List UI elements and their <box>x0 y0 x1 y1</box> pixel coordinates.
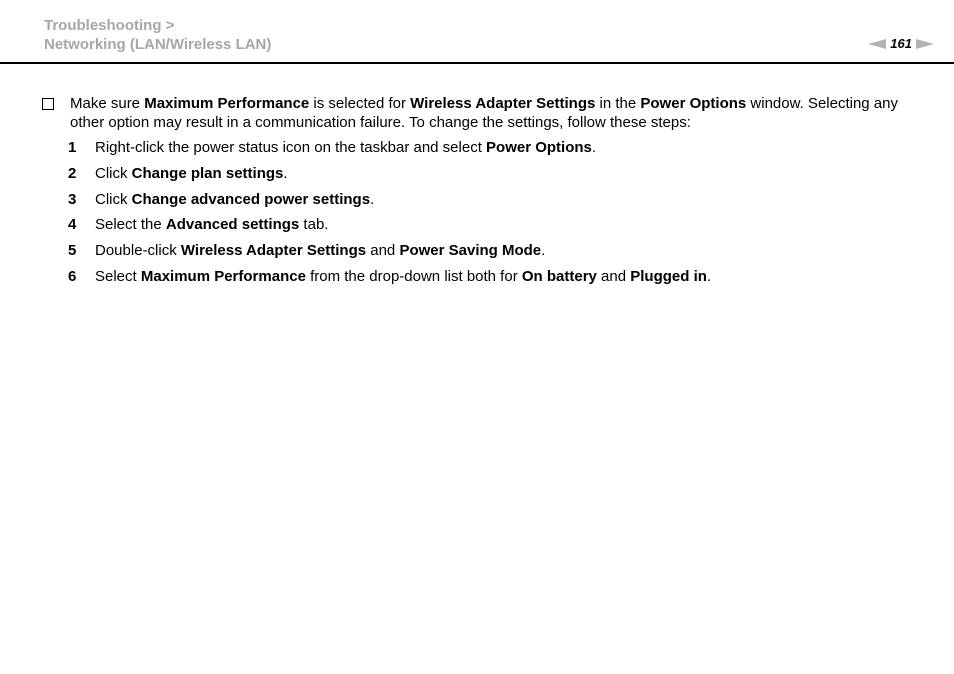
step-number: 6 <box>68 267 77 285</box>
bold-text: Change advanced power settings <box>131 190 371 208</box>
bold-text: On battery <box>521 267 597 285</box>
bullet-text <box>70 94 922 132</box>
text-span: in the <box>595 95 641 112</box>
text-span: Click <box>95 190 132 208</box>
text-span: and <box>366 242 400 260</box>
text-span: Select <box>95 267 141 285</box>
step-text <box>95 267 711 286</box>
step-number: 3 <box>68 190 77 208</box>
bold-text: Change plan settings <box>131 164 284 182</box>
step-text <box>95 241 545 260</box>
text-span: from the drop-down list both for <box>305 267 522 285</box>
step-number: 1 <box>68 139 77 156</box>
breadcrumb-section[interactable]: Troubleshooting > <box>44 17 175 34</box>
text-span: . <box>541 242 546 260</box>
step-text <box>95 164 288 183</box>
text-span: Select the <box>95 216 166 234</box>
page-number: 161 <box>890 36 912 51</box>
text-span: Click <box>95 164 132 182</box>
text-span: window. Selecting any other option may result in a communication failure. To change the settings, follow these steps: <box>70 95 898 131</box>
bold-text: Maximum Performance <box>140 267 306 285</box>
step-item <box>68 241 922 267</box>
bullet-item <box>42 94 922 132</box>
next-page-arrow-icon[interactable] <box>916 39 934 49</box>
text-span: Make sure <box>70 95 145 112</box>
text-span: is selected for <box>309 95 411 112</box>
step-number: 5 <box>68 242 77 260</box>
checkbox-bullet-icon <box>42 98 54 110</box>
step-text <box>95 190 374 209</box>
header-divider <box>0 62 954 64</box>
bold-text: Wireless Adapter Settings <box>410 95 596 112</box>
main-content <box>42 94 922 293</box>
bold-text: Wireless Adapter Settings <box>180 242 367 260</box>
text-span: . <box>283 164 288 182</box>
bold-text: Power Options <box>486 139 592 156</box>
text-span: . <box>706 267 712 285</box>
step-item <box>68 138 922 164</box>
step-item <box>68 164 922 190</box>
previous-page-arrow-icon[interactable] <box>868 39 886 49</box>
text-span: . <box>591 139 597 156</box>
text-span: . <box>370 190 375 208</box>
step-list <box>68 138 922 293</box>
step-number: 4 <box>68 216 77 234</box>
step-item <box>68 215 922 241</box>
step-text <box>95 138 596 157</box>
bold-text: Plugged in <box>630 267 707 285</box>
step-text <box>95 215 328 234</box>
text-span: and <box>596 267 631 285</box>
step-number: 2 <box>68 164 77 182</box>
breadcrumb-page[interactable]: Networking (LAN/Wireless LAN) <box>44 36 272 53</box>
step-item <box>68 190 922 216</box>
page-navigation <box>868 36 934 51</box>
bold-text: Advanced settings <box>165 216 300 234</box>
text-span: Double-click <box>95 242 181 260</box>
bold-text: Power Saving Mode <box>399 242 542 260</box>
step-item <box>68 267 922 293</box>
bold-text: Power Options <box>640 95 747 112</box>
text-span: Right-click the power status icon on the taskbar and select <box>95 139 487 156</box>
text-span: tab. <box>299 216 329 234</box>
page-header <box>44 16 271 54</box>
bold-text: Maximum Performance <box>144 95 310 112</box>
